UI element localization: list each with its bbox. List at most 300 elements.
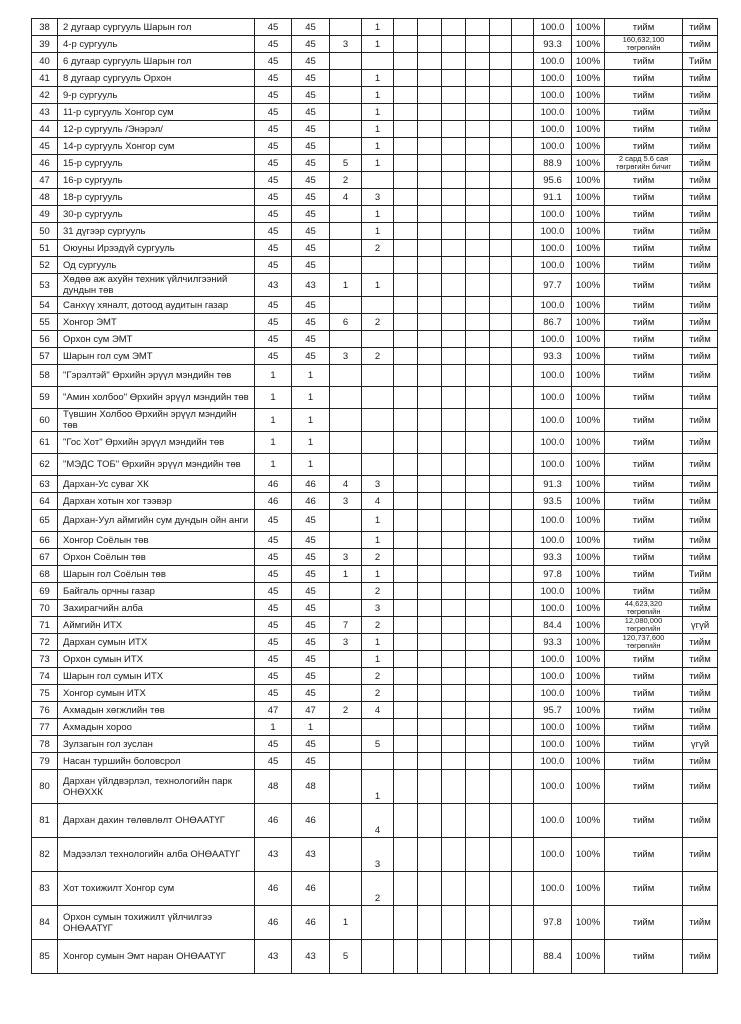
empty-cell bbox=[466, 19, 490, 36]
completion-percent-cell: 100% bbox=[572, 454, 605, 476]
empty-cell bbox=[394, 189, 418, 206]
empty-cell bbox=[394, 206, 418, 223]
table-row bbox=[32, 104, 718, 121]
final-answer-cell: тийм bbox=[683, 257, 718, 274]
count-checked-cell: 45 bbox=[292, 19, 330, 36]
table-row bbox=[32, 409, 718, 432]
name-cell: "Гос Хот" Өрхийн эрүүл мэндийн төв bbox=[58, 432, 255, 454]
table-row bbox=[32, 297, 718, 314]
row-number-cell: 40 bbox=[32, 53, 58, 70]
status-cell: тийм bbox=[605, 365, 683, 387]
empty-cell bbox=[490, 432, 512, 454]
count-total-cell: 1 bbox=[255, 365, 292, 387]
note-count-cell: 3 bbox=[362, 189, 394, 206]
completion-percent-cell: 100% bbox=[572, 348, 605, 365]
score-percent-cell: 100.0 bbox=[534, 872, 572, 906]
empty-cell bbox=[442, 432, 466, 454]
table-row bbox=[32, 583, 718, 600]
completion-percent-cell: 100% bbox=[572, 70, 605, 87]
empty-cell bbox=[394, 940, 418, 974]
score-percent-cell: 93.3 bbox=[534, 36, 572, 53]
empty-cell bbox=[418, 493, 442, 510]
final-answer-cell: тийм bbox=[683, 454, 718, 476]
empty-cell bbox=[466, 257, 490, 274]
empty-cell bbox=[442, 493, 466, 510]
row-number-cell: 78 bbox=[32, 736, 58, 753]
empty-cell bbox=[490, 906, 512, 940]
empty-cell bbox=[512, 651, 534, 668]
row-number-cell: 84 bbox=[32, 906, 58, 940]
table-row bbox=[32, 257, 718, 274]
final-answer-cell: тийм bbox=[683, 685, 718, 702]
empty-cell bbox=[442, 348, 466, 365]
final-answer-cell: үгүй bbox=[683, 736, 718, 753]
score-percent-cell: 100.0 bbox=[534, 668, 572, 685]
table-row bbox=[32, 600, 718, 617]
empty-cell bbox=[466, 532, 490, 549]
completion-percent-cell: 100% bbox=[572, 872, 605, 906]
empty-cell bbox=[442, 206, 466, 223]
count-checked-cell: 45 bbox=[292, 549, 330, 566]
completion-percent-cell: 100% bbox=[572, 274, 605, 297]
empty-cell bbox=[442, 274, 466, 297]
empty-cell bbox=[490, 331, 512, 348]
final-answer-cell: тийм bbox=[683, 172, 718, 189]
count-checked-cell: 45 bbox=[292, 634, 330, 651]
completion-percent-cell: 100% bbox=[572, 617, 605, 634]
empty-cell bbox=[490, 155, 512, 172]
violation-count-cell bbox=[330, 600, 362, 617]
note-count-cell: 3 bbox=[362, 476, 394, 493]
row-number-cell: 71 bbox=[32, 617, 58, 634]
empty-cell bbox=[512, 36, 534, 53]
table-row bbox=[32, 685, 718, 702]
empty-cell bbox=[512, 19, 534, 36]
status-cell: 120,737,600 төгрөгийн bbox=[605, 634, 683, 651]
status-cell: тийм bbox=[605, 719, 683, 736]
score-percent-cell: 100.0 bbox=[534, 583, 572, 600]
empty-cell bbox=[490, 365, 512, 387]
completion-percent-cell: 100% bbox=[572, 566, 605, 583]
count-total-cell: 45 bbox=[255, 314, 292, 331]
count-checked-cell: 45 bbox=[292, 155, 330, 172]
empty-cell bbox=[490, 566, 512, 583]
name-cell: 4-р сургууль bbox=[58, 36, 255, 53]
table-row bbox=[32, 70, 718, 87]
count-total-cell: 1 bbox=[255, 454, 292, 476]
empty-cell bbox=[418, 753, 442, 770]
empty-cell bbox=[394, 409, 418, 432]
table-row bbox=[32, 838, 718, 872]
count-checked-cell: 45 bbox=[292, 172, 330, 189]
empty-cell bbox=[442, 940, 466, 974]
score-percent-cell: 100.0 bbox=[534, 19, 572, 36]
status-cell: тийм bbox=[605, 668, 683, 685]
empty-cell bbox=[466, 104, 490, 121]
final-answer-cell: тийм bbox=[683, 940, 718, 974]
empty-cell bbox=[442, 532, 466, 549]
name-cell: Ахмадын хороо bbox=[58, 719, 255, 736]
empty-cell bbox=[442, 634, 466, 651]
empty-cell bbox=[394, 770, 418, 804]
final-answer-cell: тийм bbox=[683, 138, 718, 155]
empty-cell bbox=[490, 940, 512, 974]
score-percent-cell: 91.1 bbox=[534, 189, 572, 206]
status-cell: тийм bbox=[605, 454, 683, 476]
final-answer-cell: тийм bbox=[683, 872, 718, 906]
final-answer-cell: тийм bbox=[683, 19, 718, 36]
final-answer-cell: тийм bbox=[683, 753, 718, 770]
empty-cell bbox=[512, 532, 534, 549]
row-number-cell: 77 bbox=[32, 719, 58, 736]
row-number-cell: 73 bbox=[32, 651, 58, 668]
final-answer-cell: тийм bbox=[683, 906, 718, 940]
empty-cell bbox=[442, 104, 466, 121]
empty-cell bbox=[442, 719, 466, 736]
empty-cell bbox=[442, 651, 466, 668]
empty-cell bbox=[512, 104, 534, 121]
status-cell: тийм bbox=[605, 223, 683, 240]
completion-percent-cell: 100% bbox=[572, 906, 605, 940]
count-checked-cell: 45 bbox=[292, 668, 330, 685]
violation-count-cell bbox=[330, 736, 362, 753]
name-cell: 14-р сургууль Хонгор сум bbox=[58, 138, 255, 155]
empty-cell bbox=[418, 257, 442, 274]
final-answer-cell: Тийм bbox=[683, 53, 718, 70]
score-percent-cell: 100.0 bbox=[534, 409, 572, 432]
final-answer-cell: тийм bbox=[683, 532, 718, 549]
empty-cell bbox=[394, 348, 418, 365]
violation-count-cell: 3 bbox=[330, 36, 362, 53]
final-answer-cell: тийм bbox=[683, 583, 718, 600]
count-checked-cell: 45 bbox=[292, 240, 330, 257]
empty-cell bbox=[418, 454, 442, 476]
empty-cell bbox=[418, 206, 442, 223]
empty-cell bbox=[512, 138, 534, 155]
count-total-cell: 46 bbox=[255, 906, 292, 940]
completion-percent-cell: 100% bbox=[572, 838, 605, 872]
count-total-cell: 45 bbox=[255, 331, 292, 348]
status-cell: тийм bbox=[605, 651, 683, 668]
empty-cell bbox=[394, 274, 418, 297]
completion-percent-cell: 100% bbox=[572, 138, 605, 155]
score-percent-cell: 100.0 bbox=[534, 719, 572, 736]
name-cell: 18-р сургууль bbox=[58, 189, 255, 206]
empty-cell bbox=[466, 651, 490, 668]
violation-count-cell bbox=[330, 240, 362, 257]
empty-cell bbox=[490, 314, 512, 331]
empty-cell bbox=[394, 53, 418, 70]
note-count-cell: 2 bbox=[362, 668, 394, 685]
note-count-cell: 1 bbox=[362, 223, 394, 240]
row-number-cell: 79 bbox=[32, 753, 58, 770]
status-cell: тийм bbox=[605, 274, 683, 297]
empty-cell bbox=[512, 87, 534, 104]
empty-cell bbox=[512, 770, 534, 804]
count-total-cell: 45 bbox=[255, 19, 292, 36]
empty-cell bbox=[490, 770, 512, 804]
name-cell: 8 дугаар сургууль Орхон bbox=[58, 70, 255, 87]
count-total-cell: 45 bbox=[255, 36, 292, 53]
violation-count-cell: 1 bbox=[330, 906, 362, 940]
empty-cell bbox=[512, 617, 534, 634]
final-answer-cell: тийм bbox=[683, 510, 718, 532]
table-row bbox=[32, 651, 718, 668]
name-cell: Аймгийн ИТХ bbox=[58, 617, 255, 634]
count-total-cell: 43 bbox=[255, 838, 292, 872]
status-cell: тийм bbox=[605, 257, 683, 274]
note-count-cell: 1 bbox=[362, 532, 394, 549]
table-row bbox=[32, 331, 718, 348]
completion-percent-cell: 100% bbox=[572, 257, 605, 274]
empty-cell bbox=[466, 753, 490, 770]
count-checked-cell: 1 bbox=[292, 365, 330, 387]
empty-cell bbox=[418, 617, 442, 634]
completion-percent-cell: 100% bbox=[572, 121, 605, 138]
note-count-cell bbox=[362, 257, 394, 274]
table-row bbox=[32, 493, 718, 510]
count-total-cell: 45 bbox=[255, 155, 292, 172]
count-checked-cell: 43 bbox=[292, 940, 330, 974]
table-row bbox=[32, 87, 718, 104]
empty-cell bbox=[394, 838, 418, 872]
count-checked-cell: 45 bbox=[292, 36, 330, 53]
table-row bbox=[32, 387, 718, 409]
table-row bbox=[32, 53, 718, 70]
table-row bbox=[32, 549, 718, 566]
count-total-cell: 48 bbox=[255, 770, 292, 804]
empty-cell bbox=[442, 314, 466, 331]
violation-count-cell bbox=[330, 432, 362, 454]
note-count-cell: 2 bbox=[362, 617, 394, 634]
note-count-cell bbox=[362, 409, 394, 432]
note-count-cell bbox=[362, 940, 394, 974]
score-percent-cell: 100.0 bbox=[534, 770, 572, 804]
score-percent-cell: 100.0 bbox=[534, 510, 572, 532]
score-percent-cell: 93.5 bbox=[534, 493, 572, 510]
empty-cell bbox=[394, 257, 418, 274]
status-cell: 160,632,100 төгрөгийн bbox=[605, 36, 683, 53]
empty-cell bbox=[490, 104, 512, 121]
violation-count-cell bbox=[330, 331, 362, 348]
note-count-cell: 4 bbox=[362, 804, 394, 838]
name-cell: Хонгор сумын Эмт наран ОНӨААТҮГ bbox=[58, 940, 255, 974]
empty-cell bbox=[418, 770, 442, 804]
empty-cell bbox=[512, 432, 534, 454]
count-checked-cell: 45 bbox=[292, 348, 330, 365]
final-answer-cell: тийм bbox=[683, 121, 718, 138]
final-answer-cell: тийм bbox=[683, 155, 718, 172]
empty-cell bbox=[418, 189, 442, 206]
count-total-cell: 45 bbox=[255, 617, 292, 634]
final-answer-cell: тийм bbox=[683, 702, 718, 719]
violation-count-cell: 5 bbox=[330, 155, 362, 172]
empty-cell bbox=[394, 651, 418, 668]
empty-cell bbox=[442, 454, 466, 476]
score-percent-cell: 100.0 bbox=[534, 804, 572, 838]
count-checked-cell: 46 bbox=[292, 476, 330, 493]
final-answer-cell: тийм bbox=[683, 804, 718, 838]
empty-cell bbox=[490, 600, 512, 617]
score-percent-cell: 93.3 bbox=[534, 348, 572, 365]
count-checked-cell: 1 bbox=[292, 432, 330, 454]
empty-cell bbox=[490, 617, 512, 634]
row-number-cell: 67 bbox=[32, 549, 58, 566]
name-cell: Од сургууль bbox=[58, 257, 255, 274]
empty-cell bbox=[512, 804, 534, 838]
empty-cell bbox=[418, 432, 442, 454]
score-percent-cell: 84.4 bbox=[534, 617, 572, 634]
name-cell: Зулзагын гол зуслан bbox=[58, 736, 255, 753]
empty-cell bbox=[418, 736, 442, 753]
empty-cell bbox=[418, 510, 442, 532]
empty-cell bbox=[490, 549, 512, 566]
score-percent-cell: 100.0 bbox=[534, 297, 572, 314]
row-number-cell: 66 bbox=[32, 532, 58, 549]
status-cell: тийм bbox=[605, 348, 683, 365]
table-row bbox=[32, 138, 718, 155]
name-cell: Оюуны Ирээдүй сургууль bbox=[58, 240, 255, 257]
empty-cell bbox=[466, 719, 490, 736]
empty-cell bbox=[490, 702, 512, 719]
status-cell: тийм bbox=[605, 121, 683, 138]
final-answer-cell: тийм bbox=[683, 240, 718, 257]
row-number-cell: 48 bbox=[32, 189, 58, 206]
empty-cell bbox=[442, 53, 466, 70]
count-total-cell: 1 bbox=[255, 719, 292, 736]
score-percent-cell: 93.3 bbox=[534, 549, 572, 566]
count-checked-cell: 46 bbox=[292, 906, 330, 940]
empty-cell bbox=[394, 70, 418, 87]
name-cell: Орхон Соёлын төв bbox=[58, 549, 255, 566]
empty-cell bbox=[442, 906, 466, 940]
name-cell: Мэдээлэл технологийн алба ОНӨААТҮГ bbox=[58, 838, 255, 872]
empty-cell bbox=[394, 331, 418, 348]
empty-cell bbox=[490, 189, 512, 206]
final-answer-cell: үгүй bbox=[683, 617, 718, 634]
table-row bbox=[32, 940, 718, 974]
count-checked-cell: 45 bbox=[292, 753, 330, 770]
score-percent-cell: 100.0 bbox=[534, 753, 572, 770]
note-count-cell: 1 bbox=[362, 19, 394, 36]
final-answer-cell: тийм bbox=[683, 297, 718, 314]
empty-cell bbox=[466, 70, 490, 87]
completion-percent-cell: 100% bbox=[572, 19, 605, 36]
table-row bbox=[32, 454, 718, 476]
empty-cell bbox=[512, 872, 534, 906]
count-checked-cell: 45 bbox=[292, 600, 330, 617]
violation-count-cell bbox=[330, 104, 362, 121]
score-percent-cell: 100.0 bbox=[534, 432, 572, 454]
row-number-cell: 81 bbox=[32, 804, 58, 838]
empty-cell bbox=[442, 189, 466, 206]
empty-cell bbox=[442, 804, 466, 838]
empty-cell bbox=[512, 297, 534, 314]
row-number-cell: 74 bbox=[32, 668, 58, 685]
status-cell: тийм bbox=[605, 19, 683, 36]
count-checked-cell: 45 bbox=[292, 189, 330, 206]
score-percent-cell: 88.9 bbox=[534, 155, 572, 172]
count-checked-cell: 45 bbox=[292, 138, 330, 155]
count-total-cell: 45 bbox=[255, 549, 292, 566]
empty-cell bbox=[466, 121, 490, 138]
note-count-cell bbox=[362, 172, 394, 189]
empty-cell bbox=[442, 172, 466, 189]
row-number-cell: 41 bbox=[32, 70, 58, 87]
status-cell: 12,080,000 төгрөгийн bbox=[605, 617, 683, 634]
count-checked-cell: 45 bbox=[292, 314, 330, 331]
completion-percent-cell: 100% bbox=[572, 297, 605, 314]
completion-percent-cell: 100% bbox=[572, 804, 605, 838]
name-cell: Насан туршийн боловсрол bbox=[58, 753, 255, 770]
count-total-cell: 45 bbox=[255, 532, 292, 549]
empty-cell bbox=[490, 872, 512, 906]
row-number-cell: 75 bbox=[32, 685, 58, 702]
score-percent-cell: 100.0 bbox=[534, 387, 572, 409]
empty-cell bbox=[512, 53, 534, 70]
note-count-cell: 1 bbox=[362, 138, 394, 155]
empty-cell bbox=[418, 532, 442, 549]
empty-cell bbox=[490, 493, 512, 510]
empty-cell bbox=[442, 736, 466, 753]
empty-cell bbox=[466, 702, 490, 719]
note-count-cell bbox=[362, 906, 394, 940]
note-count-cell: 2 bbox=[362, 549, 394, 566]
final-answer-cell: тийм bbox=[683, 348, 718, 365]
table-row bbox=[32, 365, 718, 387]
note-count-cell bbox=[362, 331, 394, 348]
name-cell: 2 дугаар сургууль Шарын гол bbox=[58, 19, 255, 36]
row-number-cell: 42 bbox=[32, 87, 58, 104]
empty-cell bbox=[466, 87, 490, 104]
status-cell: тийм bbox=[605, 476, 683, 493]
status-cell: тийм bbox=[605, 940, 683, 974]
violation-count-cell bbox=[330, 365, 362, 387]
violation-count-cell: 3 bbox=[330, 549, 362, 566]
empty-cell bbox=[394, 387, 418, 409]
completion-percent-cell: 100% bbox=[572, 600, 605, 617]
empty-cell bbox=[490, 53, 512, 70]
empty-cell bbox=[394, 432, 418, 454]
note-count-cell: 4 bbox=[362, 493, 394, 510]
empty-cell bbox=[418, 223, 442, 240]
empty-cell bbox=[466, 409, 490, 432]
empty-cell bbox=[466, 493, 490, 510]
empty-cell bbox=[490, 223, 512, 240]
empty-cell bbox=[512, 566, 534, 583]
empty-cell bbox=[490, 121, 512, 138]
violation-count-cell bbox=[330, 668, 362, 685]
status-cell: тийм bbox=[605, 432, 683, 454]
note-count-cell: 2 bbox=[362, 685, 394, 702]
score-percent-cell: 100.0 bbox=[534, 532, 572, 549]
status-cell: тийм bbox=[605, 702, 683, 719]
empty-cell bbox=[418, 685, 442, 702]
empty-cell bbox=[512, 476, 534, 493]
count-total-cell: 45 bbox=[255, 240, 292, 257]
final-answer-cell: тийм bbox=[683, 838, 718, 872]
name-cell: 12-р сургууль /Энэрэл/ bbox=[58, 121, 255, 138]
final-answer-cell: тийм bbox=[683, 651, 718, 668]
empty-cell bbox=[466, 365, 490, 387]
status-cell: тийм bbox=[605, 510, 683, 532]
empty-cell bbox=[442, 19, 466, 36]
completion-percent-cell: 100% bbox=[572, 736, 605, 753]
completion-percent-cell: 100% bbox=[572, 702, 605, 719]
name-cell: Орхон сум ЭМТ bbox=[58, 331, 255, 348]
completion-percent-cell: 100% bbox=[572, 409, 605, 432]
empty-cell bbox=[394, 736, 418, 753]
